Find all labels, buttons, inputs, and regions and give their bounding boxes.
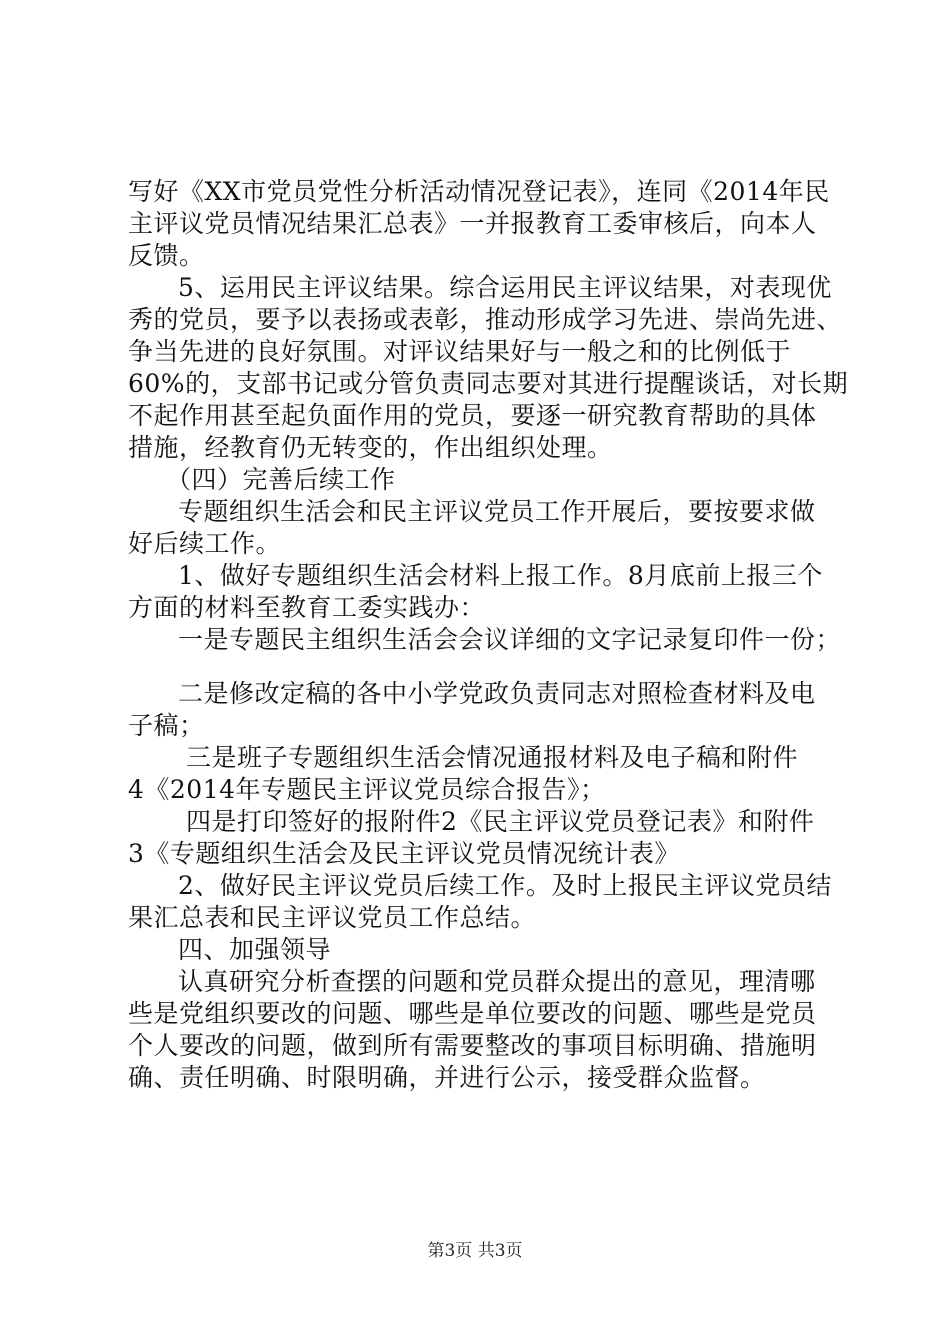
body-text-line: 果汇总表和民主评议党员工作总结。 <box>128 903 537 932</box>
body-text-line: 子稿； <box>128 711 205 740</box>
body-text-line: 些是党组织要改的问题、哪些是单位要改的问题、哪些是党员 <box>128 999 817 1028</box>
body-text-line: 好后续工作。 <box>128 529 282 558</box>
section-heading: 四、加强领导 <box>178 935 332 964</box>
body-text-line: 1、做好专题组织生活会材料上报工作。8月底前上报三个 <box>178 561 823 590</box>
body-text-line: 措施，经教育仍无转变的，作出组织处理。 <box>128 433 613 462</box>
body-text-line: 不起作用甚至起负面作用的党员，要逐一研究教育帮助的具体 <box>128 401 817 430</box>
body-text-line: 3《专题组织生活会及民主评议党员情况统计表》 <box>128 839 680 868</box>
body-text-line: 认真研究分析查摆的问题和党员群众提出的意见，理清哪 <box>178 967 816 996</box>
body-text-line: 秀的党员，要予以表扬或表彰，推动形成学习先进、崇尚先进、 <box>128 305 843 334</box>
body-text-line: 5、运用民主评议结果。综合运用民主评议结果，对表现优 <box>178 273 832 302</box>
body-text-line: 反馈。 <box>128 241 205 270</box>
body-text-line: 写好《XX市党员党性分析活动情况登记表》，连同《2014年民 <box>128 177 830 206</box>
body-text-line: 60%的，支部书记或分管负责同志要对其进行提醒谈话，对长期 <box>128 369 848 398</box>
section-heading: （四）完善后续工作 <box>166 465 396 494</box>
body-text-line: 一是专题民主组织生活会会议详细的文字记录复印件一份； <box>178 625 842 654</box>
body-text-line: 2、做好民主评议党员后续工作。及时上报民主评议党员结 <box>178 871 832 900</box>
body-text-line: 专题组织生活会和民主评议党员工作开展后，要按要求做 <box>178 497 816 526</box>
body-text-line: 争当先进的良好氛围。对评议结果好与一般之和的比例低于 <box>128 337 792 366</box>
body-text-line: 4《2014年专题民主评议党员综合报告》； <box>128 775 606 804</box>
page-number-footer: 第3页 共3页 <box>427 1241 523 1261</box>
body-text-line: 主评议党员情况结果汇总表》一并报教育工委审核后，向本人 <box>128 209 817 238</box>
body-text-line: 四是打印签好的报附件2《民主评议党员登记表》和附件 <box>186 807 815 836</box>
body-text-line: 三是班子专题组织生活会情况通报材料及电子稿和附件 <box>186 743 799 772</box>
body-text-line: 二是修改定稿的各中小学党政负责同志对照检查材料及电 <box>178 679 816 708</box>
body-text-line: 个人要改的问题，做到所有需要整改的事项目标明确、措施明 <box>128 1031 817 1060</box>
body-text-line: 方面的材料至教育工委实践办： <box>128 593 486 622</box>
body-text-line: 确、责任明确、时限明确，并进行公示，接受群众监督。 <box>128 1063 766 1092</box>
